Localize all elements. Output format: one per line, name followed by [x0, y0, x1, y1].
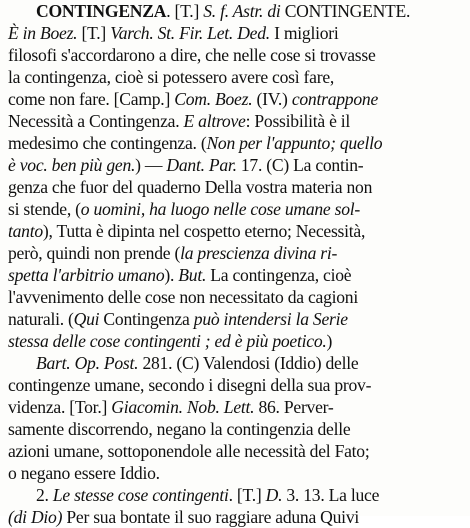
- text-run: contrappone: [291, 89, 379, 109]
- entry-line: [0, 66, 470, 88]
- text-run: ) —: [135, 155, 167, 175]
- text-run: spetta l'arbitrio umano: [8, 265, 165, 285]
- entry-line: [0, 22, 470, 44]
- entry-line: [0, 352, 470, 374]
- text-run: Varch. St. Fir. Let. Ded.: [110, 23, 270, 43]
- entry-line: [0, 484, 470, 506]
- text-run: però, quindi non prende (: [8, 243, 181, 263]
- text-run: medesimo che contingenza. (: [8, 133, 207, 153]
- entry-line: [0, 418, 470, 440]
- text-run: 281. (C) Valendosi (Iddio) delle: [138, 353, 359, 373]
- text-run: 86. Perver-: [254, 397, 334, 417]
- text-run: l'avvenimento delle cose non necessitato da cagioni: [8, 287, 358, 307]
- entry-line: [0, 176, 470, 198]
- text-run: tanto: [8, 221, 43, 241]
- text-run: ): [326, 331, 333, 351]
- text-run: videnza. [Tor.]: [8, 397, 112, 417]
- text-run: I migliori: [269, 23, 339, 43]
- text-run: Le stesse cose contingenti: [52, 485, 229, 505]
- text-run: Dant. Par.: [166, 155, 237, 175]
- text-run: 2.: [36, 485, 53, 505]
- entry-line: [0, 506, 470, 528]
- text-run: E altrove: [183, 111, 246, 131]
- entry-line: [0, 462, 470, 484]
- text-run: samente discorrendo, negano la contingenzia delle: [8, 419, 351, 439]
- entry-line: [0, 132, 470, 154]
- text-run: è voc. ben più gen.: [8, 155, 136, 175]
- entry-line: [0, 242, 470, 264]
- text-run: Per sua bontate il suo raggiare aduna Quivi: [62, 507, 360, 527]
- text-run: azioni umane, sottoponendole alle necessità del Fato;: [8, 441, 370, 461]
- entry-line: [0, 154, 470, 176]
- text-run: Com. Boez.: [174, 89, 253, 109]
- text-run: Bart. Op. Post.: [36, 353, 139, 373]
- text-run: Giacomin. Nob. Lett.: [111, 397, 255, 417]
- text-run: può intendersi la Serie: [193, 309, 348, 329]
- text-run: Necessità a Contingenza.: [8, 111, 184, 131]
- text-run: CONTINGENZA: [36, 1, 167, 21]
- text-run: : Possibilità è il: [245, 111, 351, 131]
- text-run: filosofi s'accordarono a dire, che nelle cose si trovasse: [8, 45, 376, 65]
- text-run: . [T.]: [228, 485, 266, 505]
- text-run: contingenze umane, secondo i disegni della sua prov-: [8, 375, 372, 395]
- entry-line: [0, 330, 470, 352]
- entry-line: [0, 396, 470, 418]
- text-run: ), Tutta è dipinta nel cospetto eterno; Necessità,: [42, 221, 366, 241]
- text-run: o uomini, ha luogo nelle cose umane sol-: [80, 199, 361, 219]
- text-run: CONTINGENTE.: [280, 1, 411, 21]
- text-run: But.: [178, 265, 207, 285]
- text-run: . [T.]: [166, 1, 204, 21]
- entry-line: [0, 0, 470, 22]
- text-run: [T.]: [77, 23, 111, 43]
- text-run: Non per l'appunto; quello: [206, 133, 383, 153]
- text-run: o negano essere Iddio.: [8, 463, 160, 483]
- text-run: (di Dio): [8, 507, 63, 527]
- text-run: (IV.): [252, 89, 292, 109]
- entry-line: [0, 374, 470, 396]
- text-run: come non fare. [Camp.]: [8, 89, 175, 109]
- entry-line: [0, 88, 470, 110]
- entry-line: [0, 44, 470, 66]
- entry-line: [0, 264, 470, 286]
- text-run: 17. (C) La contin-: [236, 155, 364, 175]
- entry-line: [0, 198, 470, 220]
- text-run: la contingenza, cioè si potessero avere così fare,: [8, 67, 335, 87]
- text-run: naturali. (: [8, 309, 74, 329]
- text-run: Qui: [73, 309, 100, 329]
- text-run: È in Boez.: [8, 23, 78, 43]
- entry-line: [0, 220, 470, 242]
- text-run: genza che fuor del quaderno Della vostra materia non: [8, 177, 373, 197]
- text-run: La contingenza, cioè: [206, 265, 352, 285]
- text-run: ).: [164, 265, 179, 285]
- text-run: 3. 13. La luce: [282, 485, 380, 505]
- text-run: Contingenza: [99, 309, 194, 329]
- entry-line: [0, 308, 470, 330]
- text-run: S. f. Astr. di: [203, 1, 281, 21]
- text-run: la prescienza divina ri-: [180, 243, 338, 263]
- text-run: D.: [265, 485, 283, 505]
- text-run: stessa delle cose contingenti ; ed è più poetico.: [8, 331, 327, 351]
- text-run: si stende, (: [8, 199, 81, 219]
- entry-line: [0, 440, 470, 462]
- entry-line: [0, 110, 470, 132]
- entry-line: [0, 286, 470, 308]
